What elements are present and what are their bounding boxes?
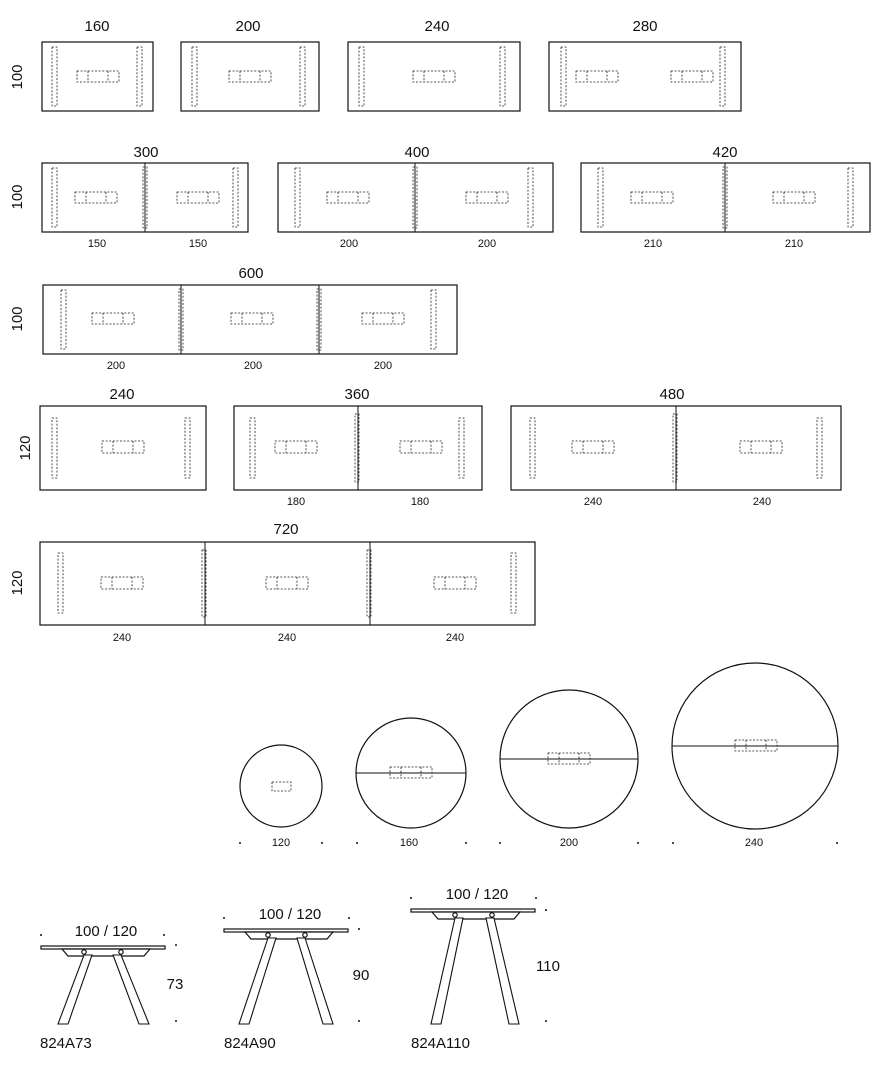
leg [297, 938, 333, 1024]
table-top [181, 42, 319, 111]
section-label: 180 [410, 496, 430, 508]
section-label: 200 [106, 360, 126, 372]
round-top [240, 745, 322, 827]
model-code: 824A73 [40, 1035, 92, 1052]
section-label: 240 [583, 496, 603, 508]
length-label: 480 [659, 386, 685, 403]
length-label: 600 [238, 265, 264, 282]
model-code: 824A110 [411, 1035, 470, 1052]
section-label: 210 [784, 238, 804, 250]
depth-label-row-3: 100 [9, 306, 26, 332]
length-label: 240 [424, 18, 450, 35]
leg [239, 938, 276, 1024]
frame [62, 949, 150, 956]
rect-table-480 [511, 386, 841, 508]
length-label: 200 [235, 18, 261, 35]
table-top [43, 285, 457, 354]
length-label: 300 [133, 144, 159, 161]
leg [113, 955, 149, 1024]
rect-table-720 [40, 521, 535, 644]
section-label: 240 [277, 632, 297, 644]
section-label: 200 [477, 238, 497, 250]
frame [245, 932, 333, 939]
length-label: 400 [404, 144, 430, 161]
section-label: 210 [643, 238, 663, 250]
frame [432, 912, 520, 919]
top-size-label: 100 / 120 [258, 906, 322, 923]
section-label: 150 [188, 238, 208, 250]
round-table-160 [356, 718, 467, 849]
leg [431, 918, 463, 1024]
table-top [42, 42, 153, 111]
table-top [40, 542, 535, 625]
diameter-label: 200 [559, 837, 579, 849]
section-label: 200 [243, 360, 263, 372]
round-table-200 [499, 690, 639, 849]
rect-table-240-deep [40, 386, 206, 490]
round-table-240 [672, 663, 838, 849]
section-label: 240 [112, 632, 132, 644]
length-label: 360 [344, 386, 370, 403]
height-label: 90 [352, 967, 370, 984]
section-label: 150 [87, 238, 107, 250]
rect-table-420 [581, 144, 870, 250]
depth-label-row-4: 120 [17, 435, 34, 461]
depth-label-row-5: 120 [9, 570, 26, 596]
diameter-label: 120 [271, 837, 291, 849]
length-label: 280 [632, 18, 658, 35]
base-824A110 [410, 886, 560, 1052]
table-top [348, 42, 520, 111]
depth-label-row-1: 100 [9, 64, 26, 90]
rect-table-300 [42, 144, 248, 250]
leg [58, 955, 92, 1024]
model-code: 824A90 [224, 1035, 276, 1052]
rect-table-360 [234, 386, 482, 508]
round-table-120 [239, 745, 323, 849]
diameter-label: 160 [399, 837, 419, 849]
rect-table-160 [42, 18, 153, 111]
section-label: 180 [286, 496, 306, 508]
rect-table-280 [549, 18, 741, 111]
base-824A90 [223, 906, 369, 1052]
rect-table-400 [278, 144, 553, 250]
length-label: 160 [84, 18, 110, 35]
section-label: 200 [373, 360, 393, 372]
height-label: 110 [536, 958, 560, 975]
rect-table-240 [348, 18, 520, 111]
length-label: 720 [273, 521, 299, 538]
table-top [40, 406, 206, 490]
rect-table-200 [181, 18, 319, 111]
section-label: 240 [445, 632, 465, 644]
length-label: 240 [109, 386, 135, 403]
diameter-label: 240 [744, 837, 764, 849]
length-label: 420 [712, 144, 738, 161]
base-824A73 [40, 923, 183, 1052]
top-size-label: 100 / 120 [445, 886, 509, 903]
table-top [549, 42, 741, 111]
leg [486, 918, 519, 1024]
top-size-label: 100 / 120 [74, 923, 138, 940]
section-label: 240 [752, 496, 772, 508]
rect-table-600 [43, 265, 457, 372]
depth-label-row-2: 100 [9, 184, 26, 210]
section-label: 200 [339, 238, 359, 250]
height-label: 73 [166, 976, 184, 993]
